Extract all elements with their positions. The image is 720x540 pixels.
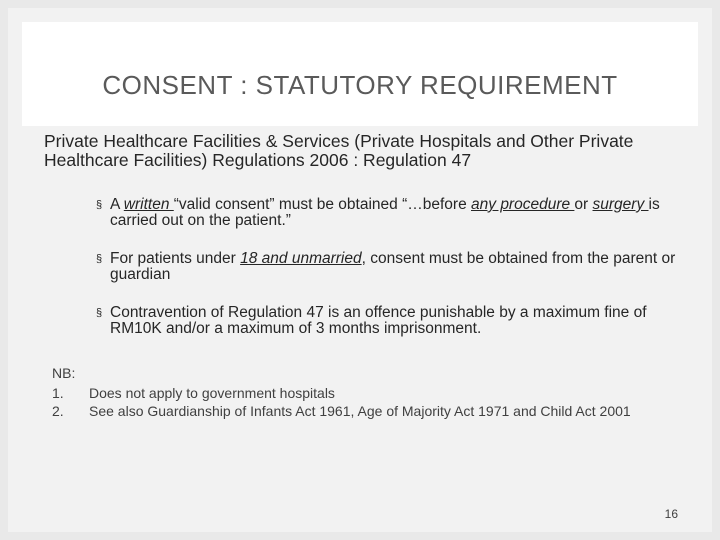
nb-item-text: Does not apply to government hospitals <box>89 384 335 401</box>
emphasis-any-procedure: any procedure <box>471 196 575 213</box>
bullet-marker-icon: § <box>96 199 103 211</box>
nb-item <box>52 386 692 402</box>
nb-label: NB: <box>52 365 76 381</box>
nb-item-number: 1. <box>52 384 64 401</box>
nb-item-text: See also Guardianship of Infants Act 1961, Age of Majority Act 1971 and Child Act 2001 <box>89 403 631 419</box>
nb-item-number: 2. <box>52 403 64 419</box>
bullet-text: “valid consent” must be obtained “…before <box>173 196 472 213</box>
bullet-text: A <box>110 196 124 213</box>
bullet-marker-icon: § <box>96 307 103 319</box>
bullet-text: Contravention of Regulation 47 is an offence punishable by a maximum fine of RM10K and/or a maximum of 3 months imprisonment. <box>110 304 647 337</box>
bullet-marker-icon: § <box>96 253 103 265</box>
bullet-text: or <box>574 196 593 213</box>
bullet-text: For patients under <box>110 250 241 267</box>
title-box <box>22 22 698 126</box>
emphasis-underage: 18 and unmarried <box>240 250 362 267</box>
emphasis-written: written <box>123 196 174 213</box>
bullet-text: is carried out on the patient.” <box>110 196 660 229</box>
nb-section <box>52 366 692 423</box>
bullet-list <box>44 197 684 336</box>
nb-list <box>52 386 692 420</box>
bullet-text: , consent must be obtained from the parent or guardian <box>110 250 676 283</box>
bullet-written-consent <box>70 197 684 228</box>
nb-item <box>52 404 692 420</box>
bullet-underage-patients <box>70 251 684 282</box>
page-number: 16 <box>664 507 678 521</box>
slide-title: CONSENT : STATUTORY REQUIREMENT <box>102 70 618 100</box>
slide-body <box>44 132 684 336</box>
intro-text: Private Healthcare Facilities & Services (Private Hospitals and Other Private Healthcare Facilities) Regulations 2006 : Regulation 47 <box>44 131 634 170</box>
emphasis-surgery: surgery <box>592 196 649 213</box>
bullet-contravention <box>70 305 684 336</box>
